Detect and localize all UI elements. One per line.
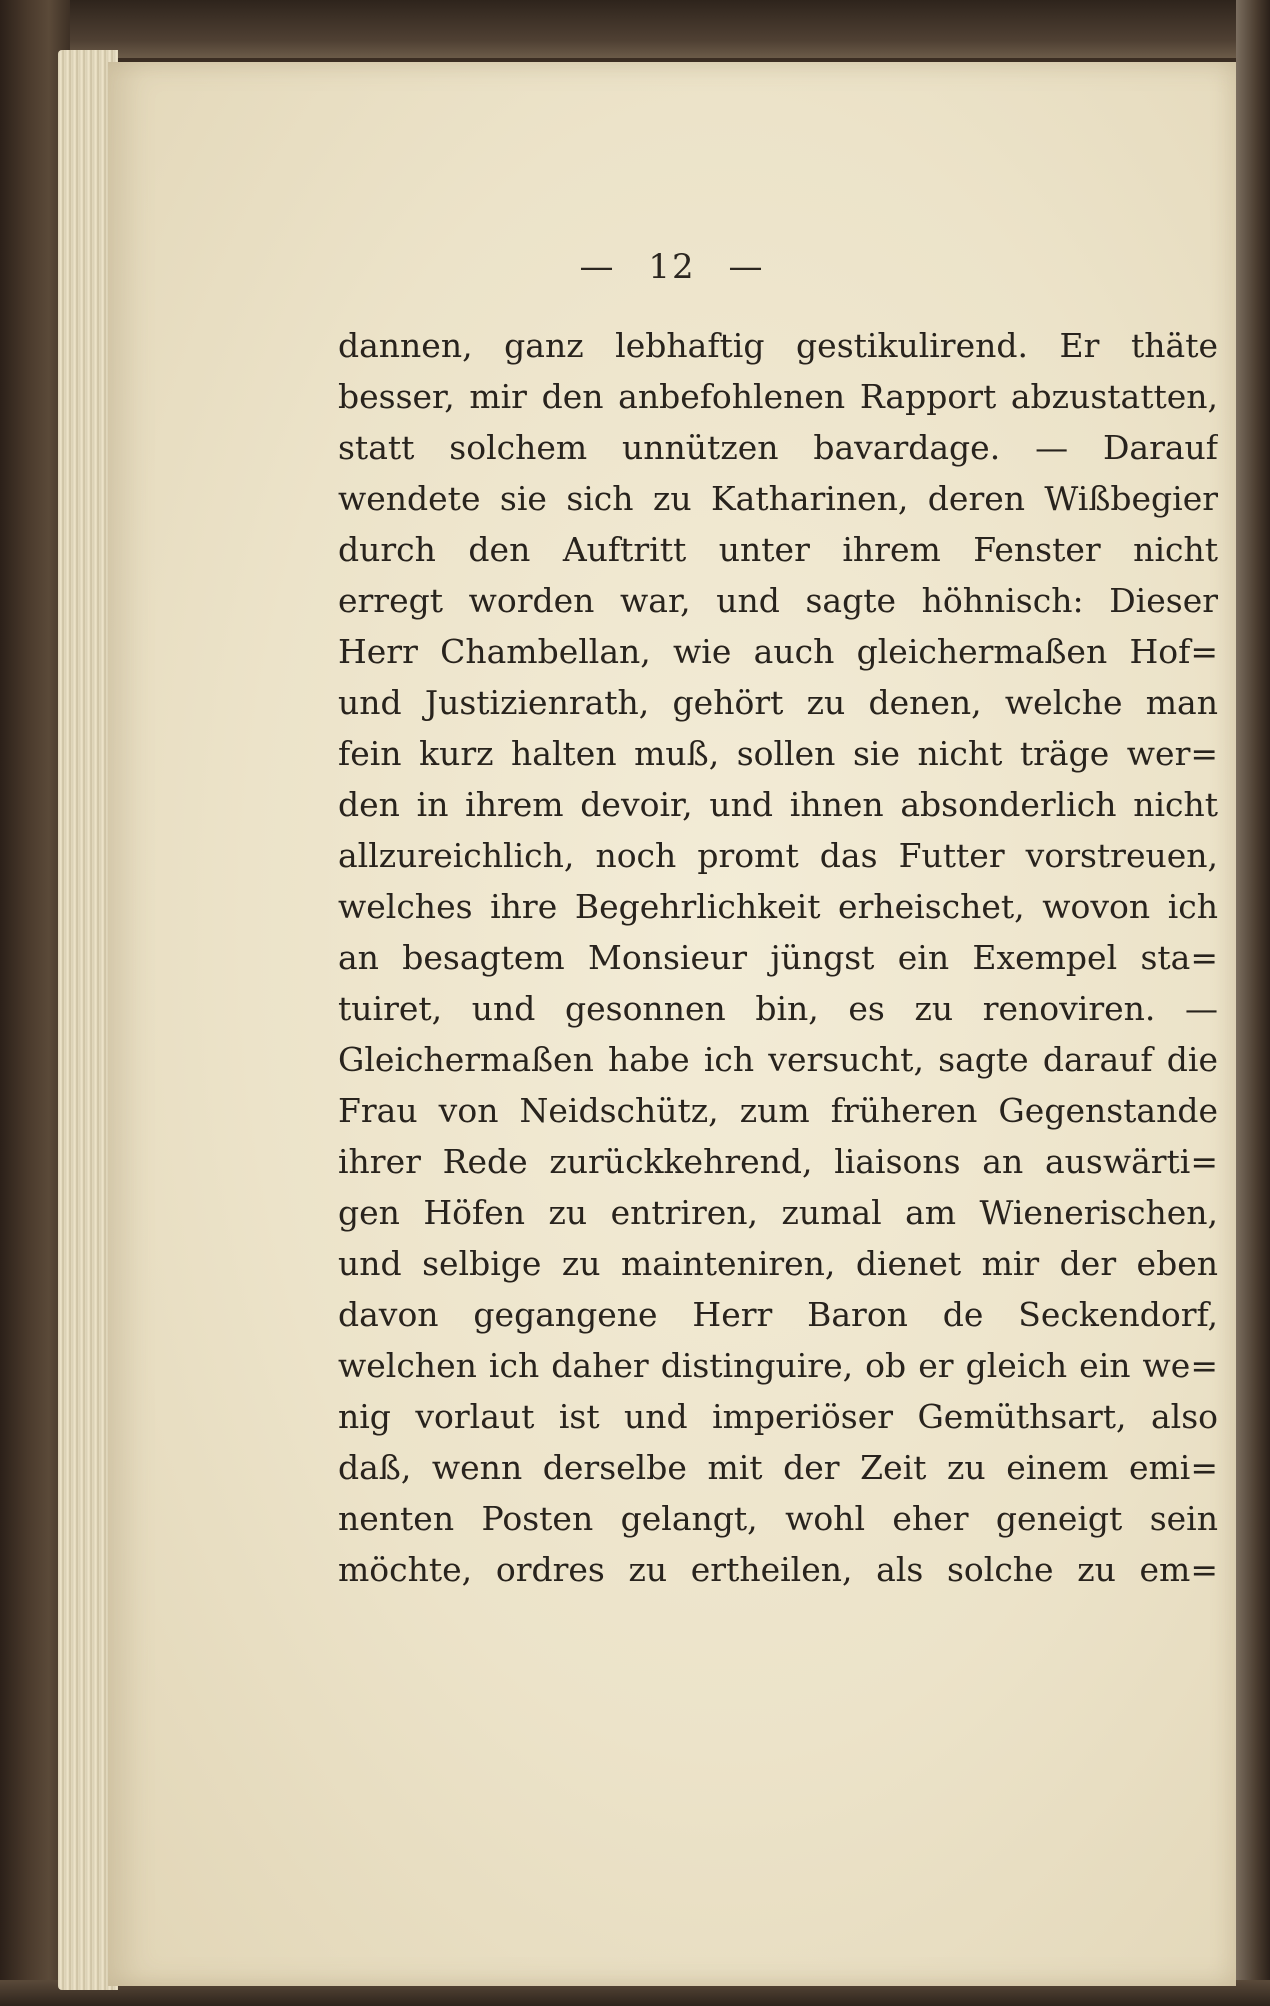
text-line: dannen, ganz lebhaftig gestikulirend. Er thäte [338, 326, 1218, 365]
text-line: ihrer Rede zurückkehrend, liaisons an auswärti= [338, 1142, 1218, 1181]
text-line: statt solchem unnützen bavardage. — Darauf [338, 428, 1218, 467]
text-line: fein kurz halten muß, sollen sie nicht träge wer= [338, 734, 1218, 773]
text-line: möchte, ordres zu ertheilen, als solche zu em= [338, 1550, 1218, 1589]
text-line: und selbige zu mainteniren, dienet mir der eben [338, 1244, 1218, 1283]
text-line: wendete sie sich zu Katharinen, deren Wißbegier [338, 479, 1218, 518]
text-line: den in ihrem devoir, und ihnen absonderlich nicht [338, 785, 1218, 824]
text-line: welches ihre Begehrlichkeit erheischet, wovon ich [338, 887, 1218, 926]
text-line: und Justizienrath, gehört zu denen, welche man [338, 683, 1218, 722]
text-line: durch den Auftritt unter ihrem Fenster nicht [338, 530, 1218, 569]
text-line: tuiret, und gesonnen bin, es zu renoviren. — [338, 989, 1218, 1028]
text-line: Frau von Neidschütz, zum früheren Gegenstande [338, 1091, 1218, 1130]
text-line: Herr Chambellan, wie auch gleichermaßen Hof= [338, 632, 1218, 671]
text-line: allzureichlich, noch promt das Futter vorstreuen, [338, 836, 1218, 875]
text-line: nenten Posten gelangt, wohl eher geneigt sein [338, 1499, 1218, 1538]
text-line: daß, wenn derselbe mit der Zeit zu einem emi= [338, 1448, 1218, 1487]
text-line: Gleichermaßen habe ich versucht, sagte darauf die [338, 1040, 1218, 1079]
text-line: erregt worden war, und sagte höhnisch: Dieser [338, 581, 1218, 620]
body-text [338, 320, 1218, 1595]
text-line: gen Höfen zu entriren, zumal am Wienerischen, [338, 1193, 1218, 1232]
page-header [108, 247, 1236, 287]
text-line: besser, mir den anbefohlenen Rapport abzustatten, [338, 377, 1218, 416]
book-cover-right [1236, 0, 1270, 2006]
text-line: nig vorlaut ist und imperiöser Gemüthsart, also [338, 1397, 1218, 1436]
book-cover-top [0, 0, 1270, 58]
header-dash-left: — [579, 247, 616, 287]
text-line: davon gegangene Herr Baron de Seckendorf, [338, 1295, 1218, 1334]
text-line: an besagtem Monsieur jüngst ein Exempel sta= [338, 938, 1218, 977]
header-dash-right: — [728, 247, 765, 287]
text-line: welchen ich daher distinguire, ob er gleich ein we= [338, 1346, 1218, 1385]
book-page [108, 62, 1236, 1986]
page-number: 12 [648, 247, 696, 287]
